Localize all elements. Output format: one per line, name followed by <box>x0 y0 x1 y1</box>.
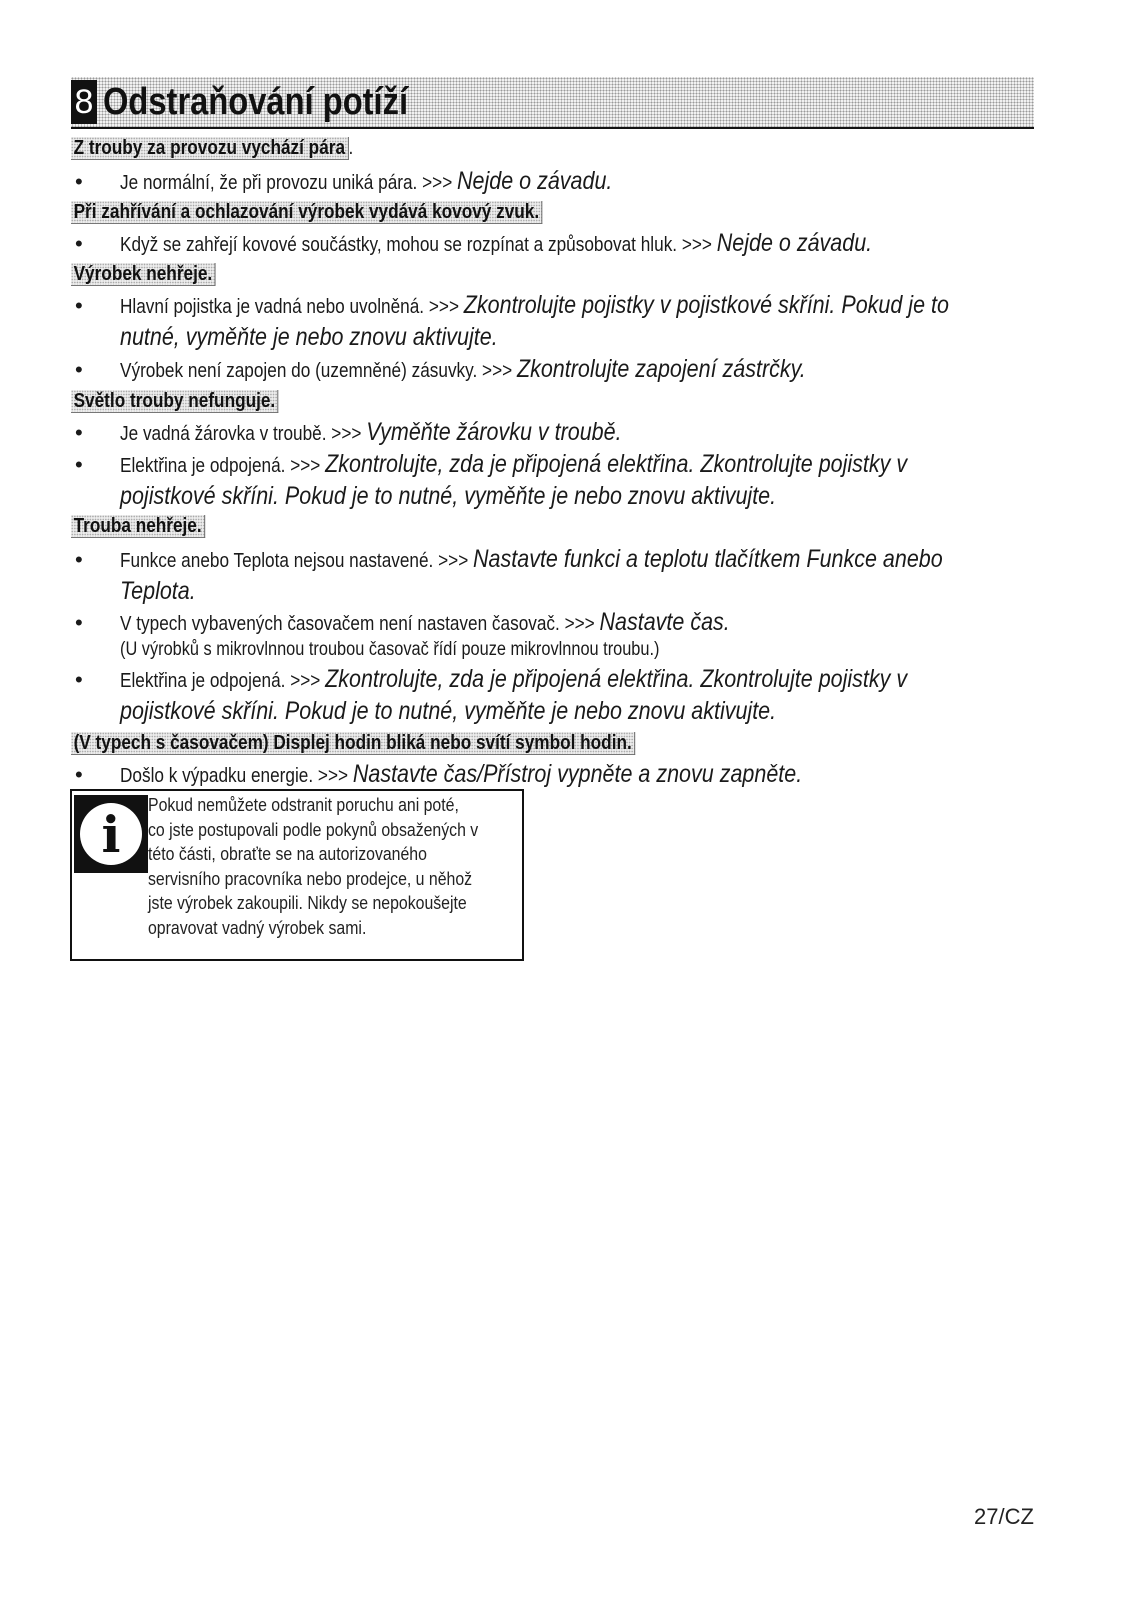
info-icon <box>74 795 148 873</box>
page-number: 27/CZ <box>974 1504 1034 1529</box>
section-title: Odstraňování potíží <box>103 81 409 123</box>
solution-line: Funkce anebo Teplota nejsou nastavené. >>> Nastavte funkci a teplotu tlačítkem Funkce anebo <box>120 545 943 573</box>
solution-line-continued: pojistkové skříni. Pokud je to nutné, vyměňte je nebo znovu aktivujte. <box>120 697 777 725</box>
bullet: • <box>75 762 83 787</box>
info-line: co jste postupovali podle pokynů obsažených v <box>148 819 479 840</box>
solution-line: Výrobek není zapojen do (uzemněné) zásuvky. >>> Zkontrolujte zapojení zástrčky. <box>120 355 806 383</box>
info-note-box <box>70 789 524 961</box>
bullet: • <box>75 452 83 477</box>
problem-heading: Trouba nehřeje. <box>71 515 227 539</box>
problem-heading: (V typech s časovačem) Displej hodin bliká nebo svítí symbol hodin. <box>71 732 727 756</box>
section-number: 8 <box>71 80 97 124</box>
bullet: • <box>75 169 83 194</box>
solution-line-continued: Teplota. <box>120 577 196 605</box>
solution-line: Je normální, že při provozu uniká pára. >>> Nejde o závadu. <box>120 167 613 195</box>
solution-note: (U výrobků s mikrovlnnou troubou časovač řídí pouze mikrovlnnou troubu.) <box>120 639 660 660</box>
problem-heading: Výrobek nehřeje. <box>71 263 239 287</box>
problem-heading: Z trouby za provozu vychází pára . <box>71 137 399 161</box>
info-line: jste výrobek zakoupili. Nikdy se nepokoušejte <box>148 893 467 913</box>
bullet: • <box>75 667 83 692</box>
solution-line: Hlavní pojistka je vadná nebo uvolněná. >>> Zkontrolujte pojistky v pojistkové skříni. Pokud je to <box>120 291 949 319</box>
info-line: této části, obraťte se na autorizovaného <box>148 844 427 864</box>
solution-line: Když se zahřejí kovové součástky, mohou se rozpínat a způsobovat hluk. >>> Nejde o závadu. <box>120 229 873 257</box>
bullet: • <box>75 293 83 318</box>
info-icon-letter: i <box>101 805 121 864</box>
bullet: • <box>75 610 83 635</box>
solution-line: Elektřina je odpojená. >>> Zkontrolujte, zda je připojená elektřina. Zkontrolujte pojistky v <box>120 665 908 693</box>
info-text <box>148 793 520 940</box>
solution-line-continued: pojistkové skříni. Pokud je to nutné, vyměňte je nebo znovu aktivujte. <box>120 482 777 510</box>
problem-heading: Světlo trouby nefunguje. <box>71 390 312 414</box>
solution-line: Elektřina je odpojená. >>> Zkontrolujte, zda je připojená elektřina. Zkontrolujte pojistky v <box>120 450 908 478</box>
solution-line: Došlo k výpadku energie. >>> Nastavte čas/Přístroj vypněte a znovu zapněte. <box>120 760 803 788</box>
bullet: • <box>75 547 83 572</box>
solution-line: V typech vybavených časovačem není nastaven časovač. >>> Nastavte čas. <box>120 608 730 636</box>
bullet: • <box>75 231 83 256</box>
solution-line: Je vadná žárovka v troubě. >>> Vyměňte žárovku v troubě. <box>120 418 622 446</box>
info-line: opravovat vadný výrobek sami. <box>148 917 367 938</box>
bullet: • <box>75 420 83 445</box>
info-line: Pokud nemůžete odstranit poruchu ani poté, <box>148 795 459 815</box>
info-line: servisního pracovníka nebo prodejce, u něhož <box>148 868 473 889</box>
problem-heading: Při zahřívání a ochlazování výrobek vydává kovový zvuk. <box>71 201 619 225</box>
solution-line-continued: nutné, vyměňte je nebo znovu aktivujte. <box>120 323 498 351</box>
section-title-bar <box>71 77 1034 129</box>
bullet: • <box>75 357 83 382</box>
